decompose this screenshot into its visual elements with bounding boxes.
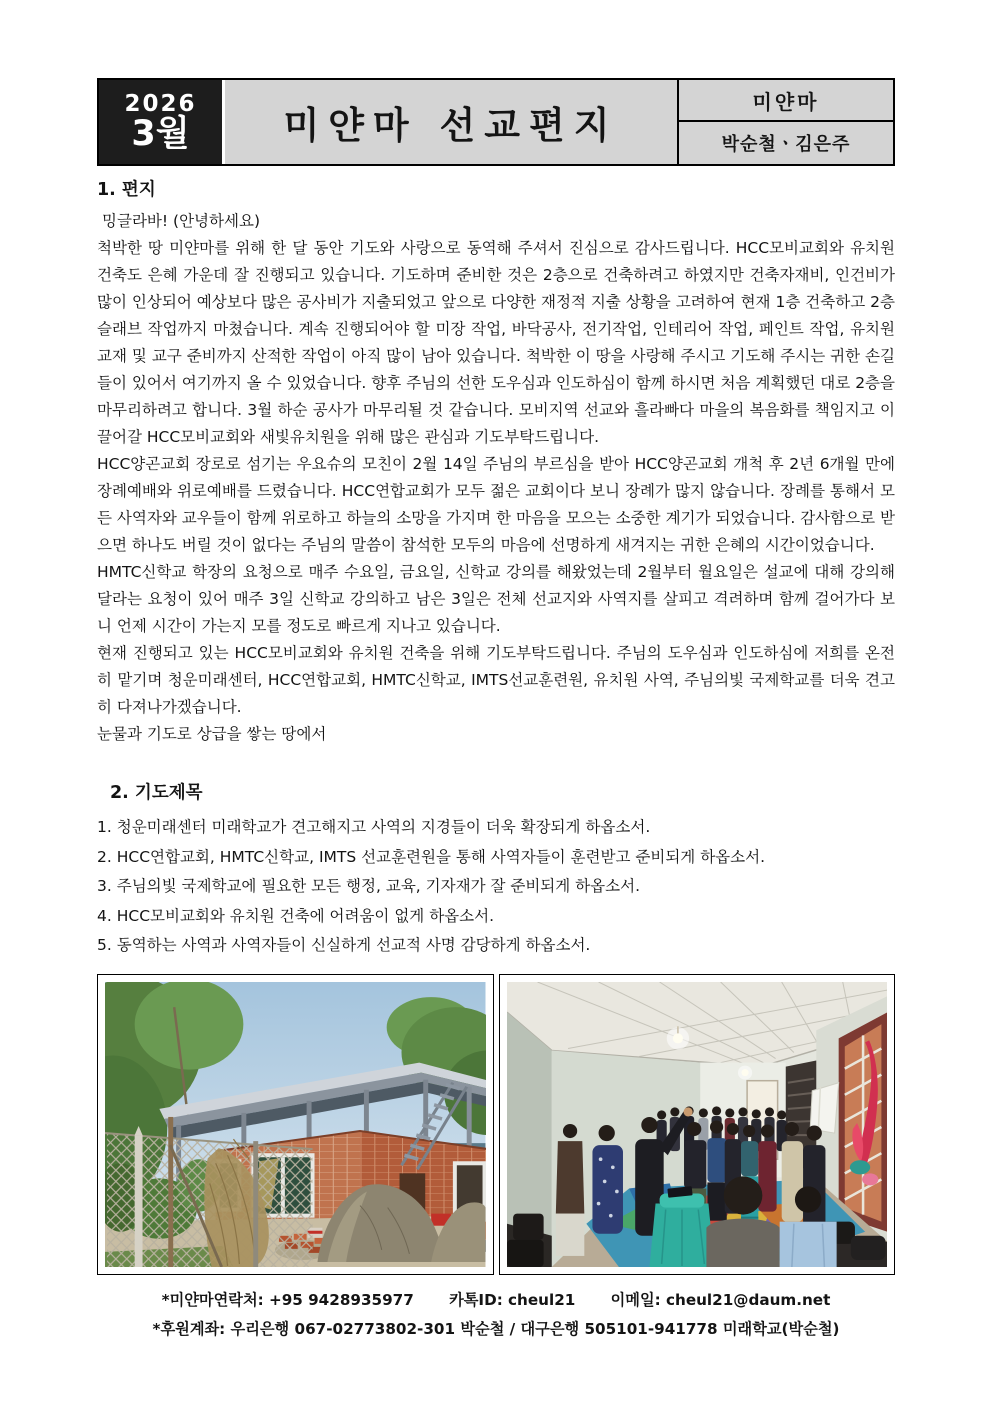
email-address: 이메일: cheul21@daum.net <box>610 1290 831 1309</box>
prayer-meeting-photo-frame <box>499 974 896 1275</box>
newsletter-title: 미얀마 선교편지 <box>283 104 619 147</box>
myanmar-contact: *미얀마연락처: +95 9428935977 <box>161 1290 414 1309</box>
letter-paragraph: HMTC신학교 학장의 요청으로 매주 수요일, 금요일, 신학교 강의를 해왔었는데 2월부터 월요일은 설교에 대해 강의해 달라는 요청이 있어 매주 3일 신학교 강의하고 남은 3일은 전체 선교지와 사역지를 살피고 격려하며 함께 걸어가다 보니 언제 시간이 가는지 모를 정도로 빠르게 지나고 있습니다. <box>97 563 895 635</box>
support-account-line: *후원계좌: 우리은행 067-02773802-301 박순철 / 대구은행 505101-941778 미래학교(박순철) <box>152 1319 840 1338</box>
construction-photo-frame <box>97 974 494 1275</box>
prayer-meeting-photo <box>507 982 888 1267</box>
letter-paragraph: HCC양곤교회 장로로 섬기는 우요슈의 모친이 2월 14일 주님의 부르심을 받아 HCC양곤교회 개척 후 2년 6개월 만에 장례예배와 위로예배를 드렸습니다. HCC연합교회가 모두 젊은 교회이다 보니 장례가 많지 않습니다. 장례를 통해서 모든 사역자와 교우들이 함께 위로하고 하늘의 소망을 가지며 한 마음을 모으는 소중한 계기가 되었습니다. 감사함으로 받으면 하나도 버릴 것이 없다는 주님의 말씀이 참석한 모두의 마음에 선명하게 새겨지는 귀한 은혜의 시간이었습니다. <box>97 455 895 554</box>
missionary-names: 박순철ㆍ김은주 <box>721 134 851 155</box>
letter-section-heading: 1. 편지 <box>97 180 156 200</box>
photo-row <box>97 974 895 1275</box>
letter-paragraph: 현재 진행되고 있는 HCC모비교회와 유치원 건축을 위해 기도부탁드립니다. 주님의 도우심과 인도하심에 저희를 온전히 맡기며 청운미래센터, HCC연합교회, HMTC신학교, IMTS선교훈련원, 유치원 사역, 주님의빛 국제학교를 더욱 견고히 다져나가겠습니다. <box>97 644 895 716</box>
construction-photo <box>105 982 486 1267</box>
issue-month: 3월 <box>131 113 190 154</box>
letter-closing: 눈물과 기도로 상급을 쌓는 땅에서 <box>97 725 327 743</box>
prayer-item: 3. 주님의빛 국제학교에 필요한 모든 행정, 교육, 기자재가 잘 준비되게 하옵소서. <box>97 877 641 895</box>
issue-year: 2026 <box>124 90 197 117</box>
mission-region: 미얀마 <box>679 80 893 122</box>
header-banner <box>97 78 895 166</box>
prayer-section-heading: 2. 기도제목 <box>110 783 203 803</box>
letter-paragraph: 척박한 땅 미얀마를 위해 한 달 동안 기도와 사랑으로 동역해 주셔서 진심으로 감사드립니다. HCC모비교회와 유치원 건축도 은혜 가운데 잘 진행되고 있습니다. 기도하며 준비한 것은 2층으로 건축하려고 하였지만 건축자재비, 인건비가 많이 인상되어 예상보다 많은 공사비가 지출되었고 앞으로 다양한 재정적 지출 상황을 고려하여 현재 1층 건축하고 2층 슬래브 작업까지 마쳤습니다. 계속 진행되어야 할 미장 작업, 바닥공사, 전기작업, 인테리어 작업, 페인트 작업, 유치원 교재 및 교구 준비까지 산적한 작업이 아직 많이 남아 있습니다. 척박한 이 땅을 사랑해 주시고 기도해 주시는 귀한 손길들이 있어서 여기까지 올 수 있었습니다. 향후 주님의 선한 도우심과 인도하심이 함께 하시면 처음 계획했던 대로 2층을 마무리하려고 합니다. 3월 하순 공사가 마무리될 것 같습니다. 모비지역 선교와 흘라빠다 마을의 복음화를 책임지고 이끌어갈 HCC모비교회와 새빛유치원을 위해 많은 관심과 기도부탁드립니다. <box>97 239 895 446</box>
prayer-item: 4. HCC모비교회와 유치원 건축에 어려움이 없게 하옵소서. <box>97 906 495 925</box>
prayer-item: 2. HCC연합교회, HMTC신학교, IMTS 선교훈련원을 통해 사역자들이 훈련받고 준비되게 하옵소서. <box>97 847 766 866</box>
issue-date-box <box>99 80 225 164</box>
prayer-item: 1. 청운미래센터 미래학교가 견고해지고 사역의 지경들이 더욱 확장되게 하옵소서. <box>97 818 651 836</box>
prayer-item: 5. 동역하는 사역과 사역자들이 신실하게 선교적 사명 감당하게 하옵소서. <box>97 936 591 954</box>
header-right-column <box>677 80 893 164</box>
footer <box>97 1286 895 1344</box>
footer-contact-line <box>97 1286 895 1315</box>
letter-greeting: 밍글라바! (안녕하세요) <box>102 212 260 230</box>
kakao-id: 카톡ID: cheul21 <box>449 1290 576 1309</box>
